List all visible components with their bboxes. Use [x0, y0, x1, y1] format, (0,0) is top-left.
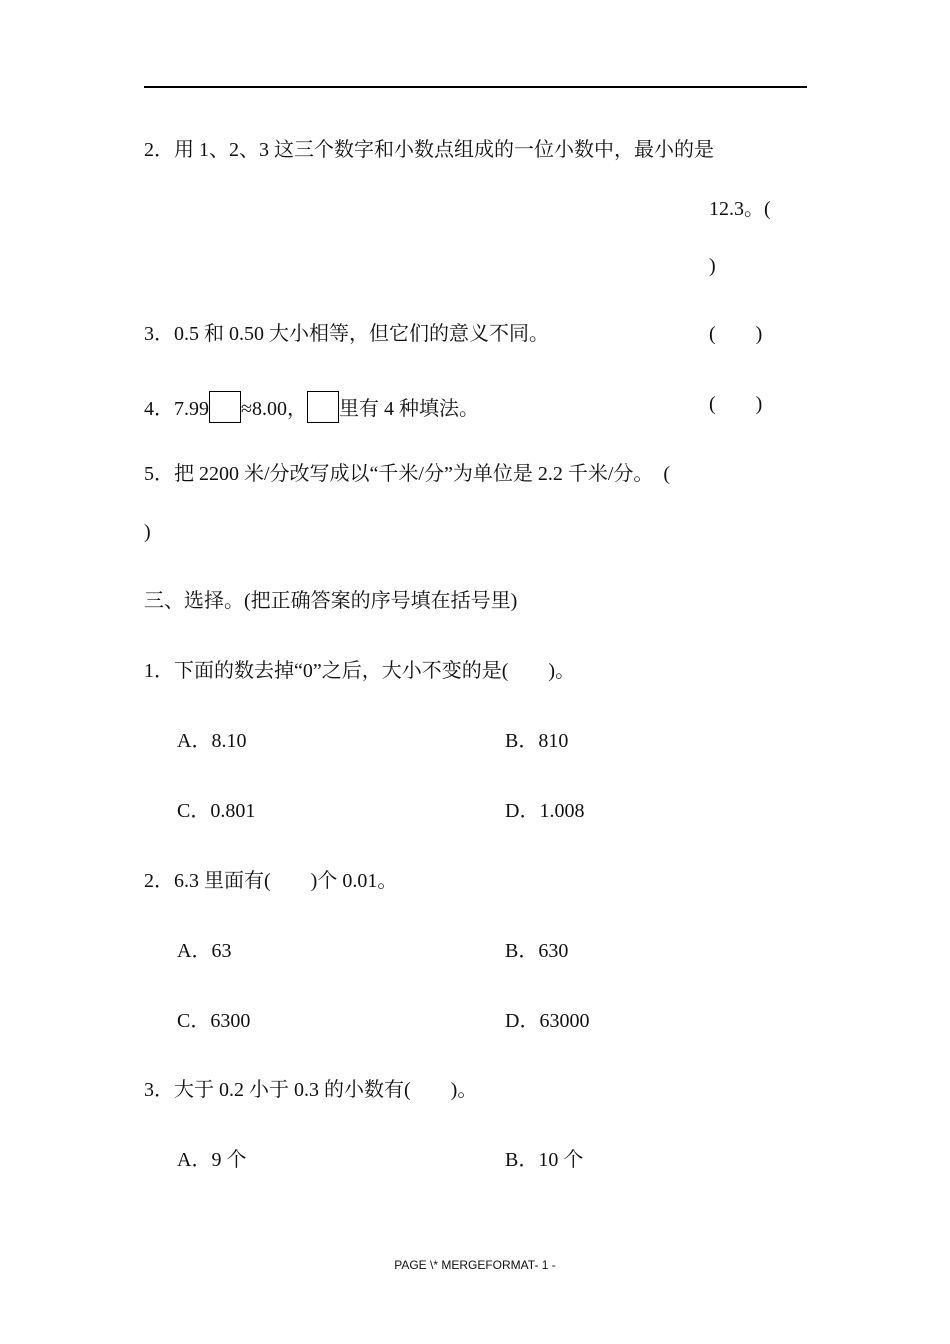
tf-q3-text: 3．0.5 和 0.50 大小相等，但它们的意义不同。 — [144, 323, 549, 345]
choice-q3-option-a: A．9 个 — [177, 1149, 247, 1171]
choice-q2-stem: 2．6.3 里面有( )个 0.01。 — [144, 870, 398, 892]
section-heading: 三、选择。(把正确答案的序号填在括号里) — [144, 590, 518, 612]
tf-q4-paren: ( ) — [709, 393, 763, 415]
tf-q4-suffix: 里有 4 种填法。 — [338, 398, 479, 420]
choice-q3-stem: 3．大于 0.2 小于 0.3 的小数有( )。 — [144, 1079, 478, 1101]
choice-q2-option-c: C．6300 — [177, 1010, 251, 1032]
choice-q1-option-a: A．8.10 — [177, 730, 247, 752]
choice-q1-option-d: D．1.008 — [505, 800, 585, 822]
choice-q2-option-b: B．630 — [505, 940, 569, 962]
tf-q2-line3: ) — [709, 255, 716, 277]
blank-box — [209, 391, 241, 423]
tf-q5-line1: 5．把 2200 米/分改写成以“千米/分”为单位是 2.2 千米/分。 ( — [144, 463, 671, 485]
blank-box — [307, 391, 339, 423]
tf-q2-line2: 12.3。( — [709, 198, 771, 220]
tf-q4-prefix: 4．7.99 — [144, 398, 209, 420]
choice-q1-stem: 1．下面的数去掉“0”之后，大小不变的是( )。 — [144, 660, 576, 682]
page-footer: PAGE \* MERGEFORMAT- 1 - — [394, 1258, 556, 1272]
header-rule — [144, 86, 807, 88]
choice-q2-option-a: A．63 — [177, 940, 232, 962]
tf-q4-mid: ≈8.00， — [241, 398, 307, 420]
tf-q3-paren: ( ) — [709, 323, 763, 345]
choice-q1-option-b: B．810 — [505, 730, 569, 752]
choice-q1-option-c: C．0.801 — [177, 800, 256, 822]
tf-q5-line2: ) — [144, 521, 151, 543]
choice-q2-option-d: D．63000 — [505, 1010, 590, 1032]
choice-q3-option-b: B．10 个 — [505, 1149, 584, 1171]
tf-q4-text — [144, 391, 479, 423]
tf-q2-line1: 2．用 1、2、3 这三个数字和小数点组成的一位小数中，最小的是 — [144, 139, 714, 161]
